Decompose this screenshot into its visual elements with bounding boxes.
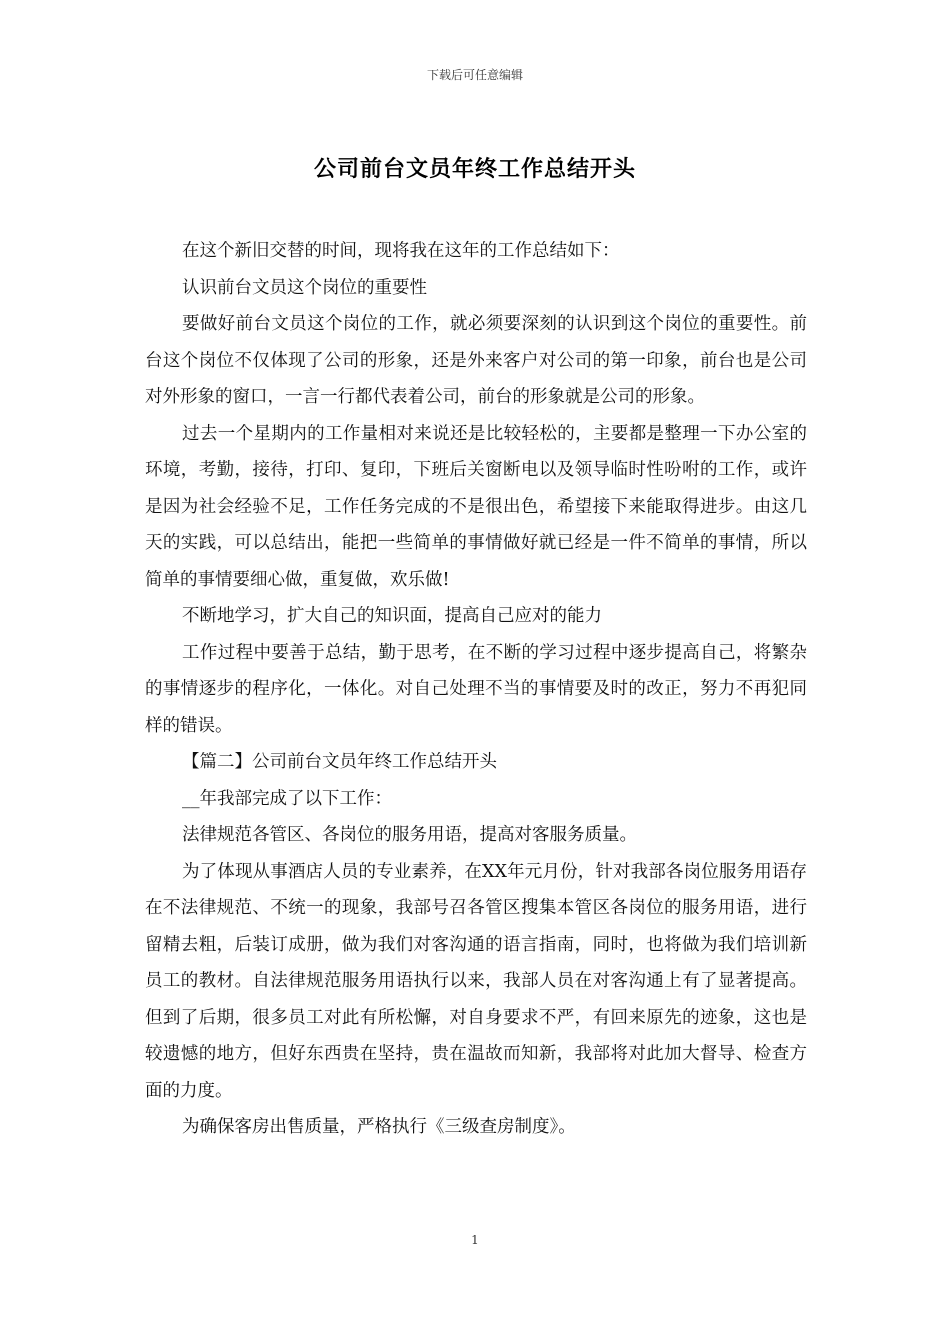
section-heading-importance: 认识前台文员这个岗位的重要性 (182, 277, 427, 298)
section-heading-part-two: 【篇二】公司前台文员年终工作总结开头 (182, 752, 497, 772)
page-number: 1 (471, 1233, 479, 1247)
document-body (145, 233, 807, 1146)
paragraph-learning: 工作过程中要善于总结，勤于思考，在不断的学习过程中逐步提高自己，将繁杂的事情逐步的程序化，一体化。对自己处理不当的事情要及时的改正，努力不再犯同样的错误。 (145, 642, 807, 736)
paragraph-year-work: __年我部完成了以下工作： (182, 788, 392, 809)
section-heading-service-language: 法律规范各管区、各岗位的服务用语，提高对客服务质量。 (182, 825, 637, 845)
section-heading-learning: 不断地学习，扩大自己的知识面，提高自己应对的能力 (182, 606, 602, 626)
paragraph-importance: 要做好前台文员这个岗位的工作，就必须要深刻的认识到这个岗位的重要性。前台这个岗位不仅体现了公司的形象，还是外来客户对公司的第一印象，前台也是公司对外形象的窗口，一言一行都代表着公司，前台的形象就是公司的形象。 (145, 314, 807, 407)
header-note: 下载后可任意编辑 (426, 68, 523, 82)
paragraph-workload: 过去一个星期内的工作量相对来说还是比较轻松的，主要都是整理一下办公室的环境，考勤，接待，打印、复印，下班后关窗断电以及领导临时性吩咐的工作，或许是因为社会经验不足，工作任务完成的不是很出色，希望接下来能取得进步。由这几天的实践，可以总结出，能把一些简单的事情做好就已经是一件不简单的事情，所以简单的事情要细心做，重复做，欢乐做! (145, 423, 807, 590)
paragraph-service-language: 为了体现从事酒店人员的专业素养，在XX年元月份，针对我部各岗位服务用语存在不法律规范、不统一的现象，我部号召各管区搜集本管区各岗位的服务用语，进行留精去粗，后装订成册，做为我们对客沟通的语言指南，同时，也将做为我们培训新员工的教材。自法律规范服务用语执行以来，我部人员在对客沟通上有了显著提高。但到了后期，很多员工对此有所松懈，对自身要求不严，有回来原先的迹象，这也是较遗憾的地方，但好东西贵在坚持，贵在温故而知新，我部将对此加大督导、检查方面的力度。 (145, 861, 807, 1101)
document-title: 公司前台文员年终工作总结开头 (313, 156, 636, 182)
paragraph-room-inspection: 为确保客房出售质量，严格执行《三级查房制度》。 (182, 1117, 576, 1137)
paragraph-intro: 在这个新旧交替的时间，现将我在这年的工作总结如下： (182, 241, 620, 261)
